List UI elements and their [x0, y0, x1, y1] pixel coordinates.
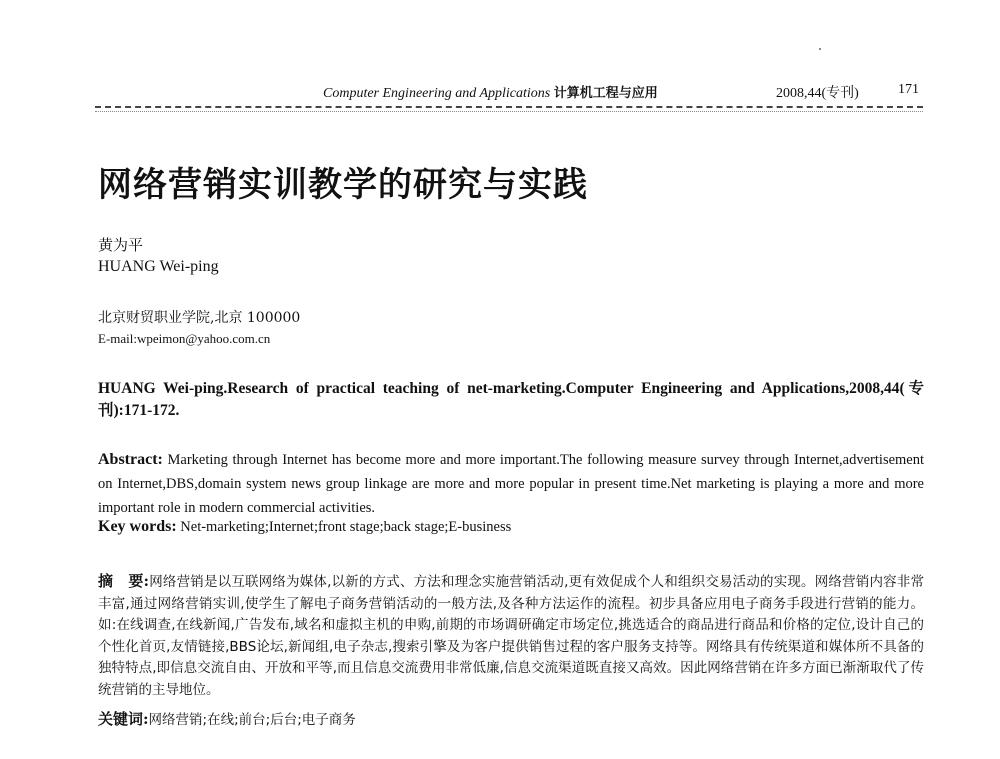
keywords-en-text: Net-marketing;Internet;front stage;back stage;E-business [180, 519, 512, 535]
keywords-en-label: Key words: [98, 518, 177, 535]
journal-name-cn: 计算机工程与应用 [553, 86, 658, 101]
keywords-en [98, 518, 511, 536]
abstract-en-text: Marketing through Internet has become more and more important.The following measure survey through Internet,advertisement on Internet,DBS,domain system news group linkage are more and more popular in present time.Net marketing is playing a more and more important role in modern commercial activities. [98, 452, 925, 516]
abstract-cn [98, 571, 924, 701]
journal-name-en: Computer Engineering and Applications [323, 86, 551, 101]
abstract-en-label: Abstract: [98, 451, 163, 468]
article-title: 网络营销实训教学的研究与实践 [98, 165, 588, 205]
keywords-cn [98, 708, 356, 729]
issue-info: 2008,44(专刊) [776, 86, 859, 101]
author-name-cn: 黄为平 [98, 236, 144, 254]
abstract-cn-label: 摘 要: [98, 572, 150, 590]
abstract-cn-text: 网络营销是以互联网络为媒体,以新的方式、方法和理念实施营销活动,更有效促成个人和组织交易活动的实现。网络营销内容非常丰富,通过网络营销实训,使学生了解电子商务营销活动的一般方法,及各种方法运作的流程。初步具备应用电子商务手段进行营销的能力。如:在线调查,在线新闻,广告发布,域名和虚拟主机的申购,前期的市场调研确定市场定位,挑选适合的商品进行商品和价格的定位,设计自己的个性化首页,友情链接,BBS论坛,新闻组,电子杂志,搜索引擎及为客户提供销售过程的客户服务支持等。网络具有传统渠道和媒体所不具备的独特特点,即信息交流自由、开放和平等,而且信息交流费用非常低廉,信息交流渠道既直接又高效。因此网络营销在许多方面已渐渐取代了传统营销的主导地位。 [98, 574, 924, 698]
keywords-cn-text: 网络营销;在线;前台;后台;电子商务 [148, 712, 356, 728]
header-rule-thin [95, 111, 923, 112]
page-number: 171 [898, 82, 919, 97]
header-rule [95, 106, 923, 108]
keywords-cn-label: 关键词: [98, 710, 149, 728]
scan-speck [819, 48, 821, 50]
author-affiliation: 北京财贸职业学院,北京 100000 [98, 310, 301, 326]
author-name-en: HUANG Wei-ping [98, 258, 219, 275]
author-email: E-mail:wpeimon@yahoo.com.cn [98, 331, 271, 346]
citation: HUANG Wei-ping.Research of practical teaching of net-marketing.Computer Engineering and Applications,2008,44(专刊):171-172. [98, 380, 924, 419]
abstract-en [98, 448, 924, 520]
running-header-journal [323, 82, 658, 102]
